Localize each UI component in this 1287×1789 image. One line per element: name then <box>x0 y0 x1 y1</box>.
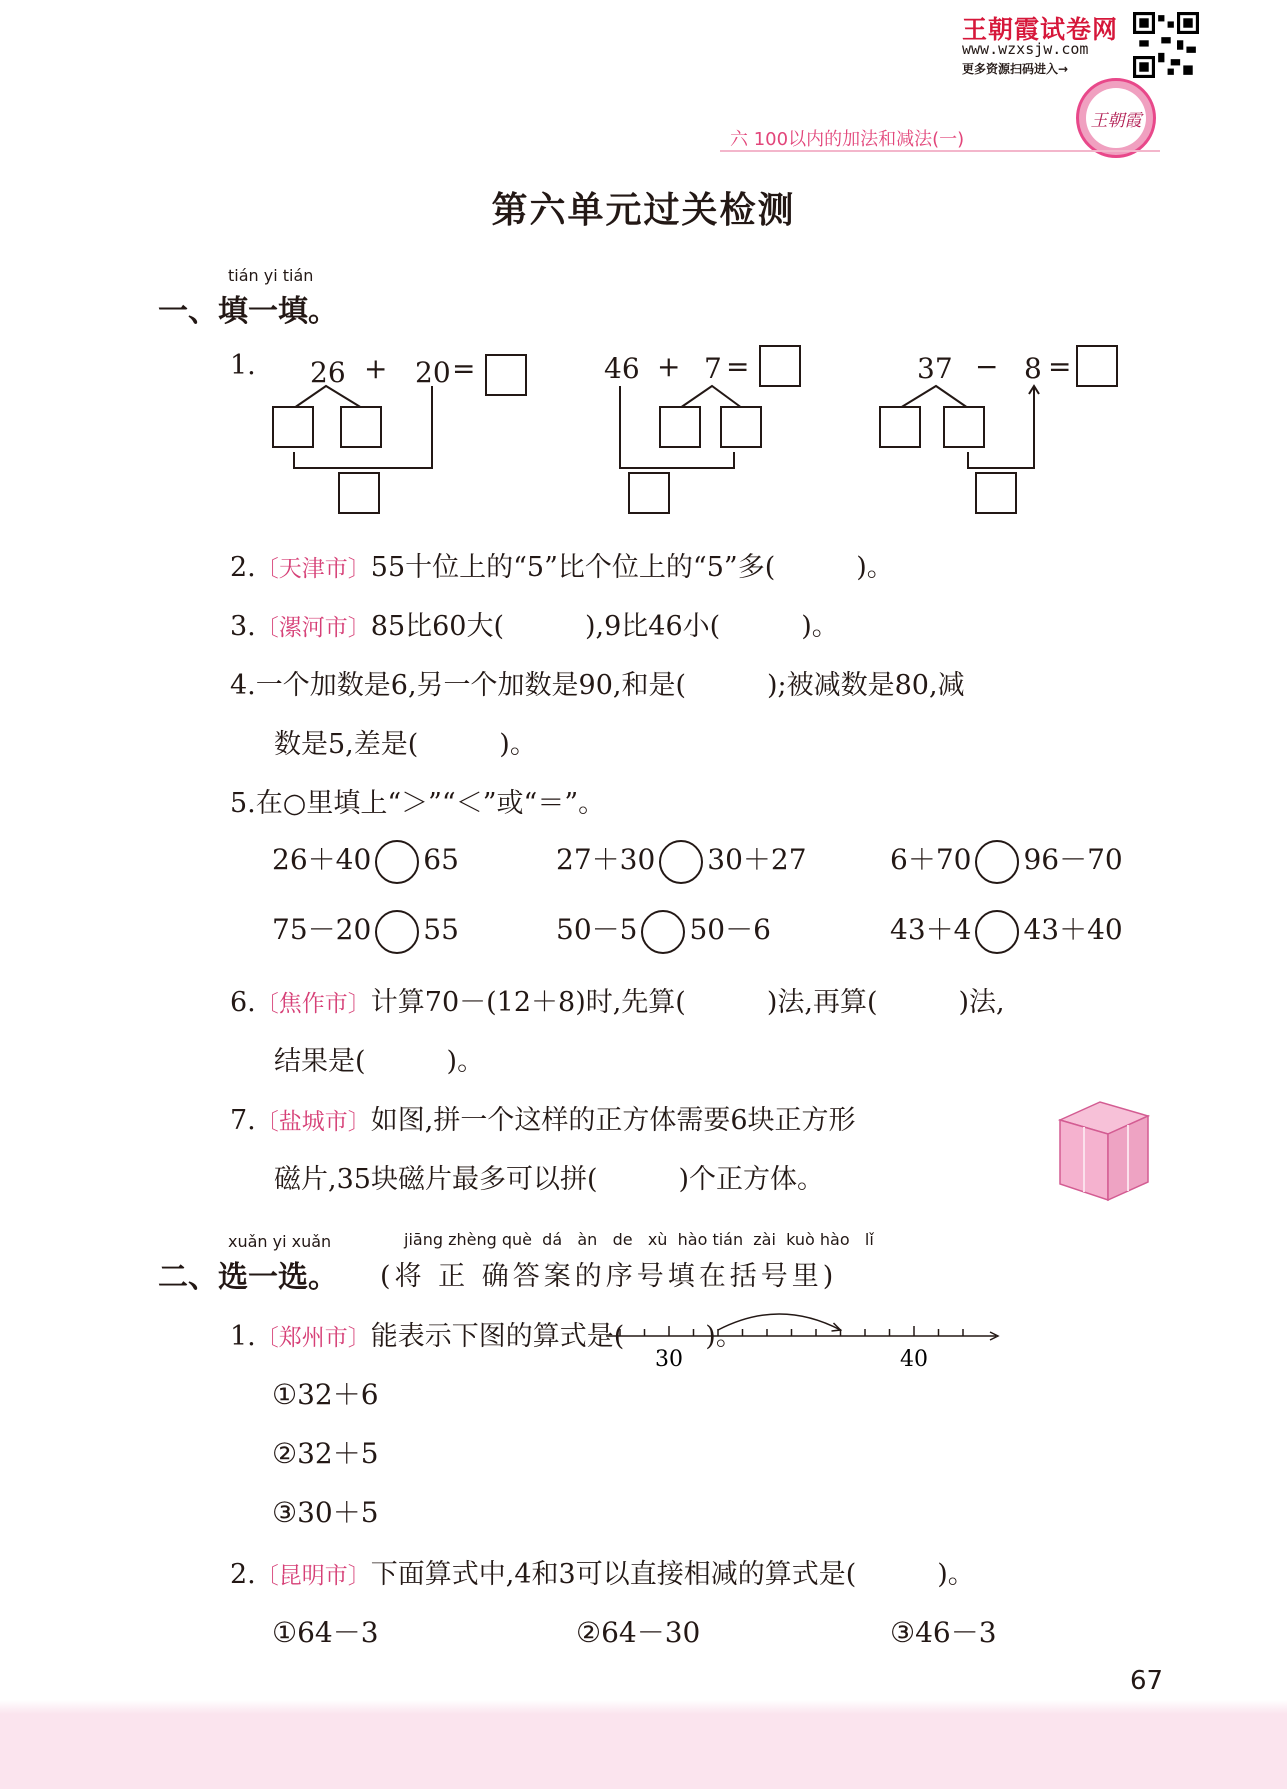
q5-text: 在○里填上“＞”“＜”或“＝”。 <box>255 788 606 819</box>
number-line-label-30: 30 <box>655 1347 683 1370</box>
section2-instruction-pinyin: jiāng zhèng què dá àn de xù hào tián zài kuò hào lǐ <box>404 1230 874 1249</box>
s2-q2-text: 下面算式中,4和3可以直接相减的算式是( )。 <box>370 1559 975 1590</box>
q1-eq1-sum-box[interactable] <box>338 472 380 514</box>
q5-number: 5. <box>230 788 256 819</box>
q5-compare-r1c3 <box>890 838 1123 884</box>
q6-line1: 计算70－(12＋8)时,先算( )法,再算( )法, <box>370 987 1005 1018</box>
q1-eq2-left-box[interactable] <box>659 406 701 448</box>
q4-line2: 数是5,差是( )。 <box>274 729 537 760</box>
s2-q2-number: 2. <box>230 1559 256 1590</box>
q1-eq2-equals: = <box>726 350 750 383</box>
q1-eq2-op: + <box>657 350 681 383</box>
q5-r2c1-circle[interactable] <box>375 910 419 954</box>
q5-r1c2-left: 27＋30 <box>556 843 656 876</box>
q2-number: 2. <box>230 552 256 583</box>
q5 <box>230 781 605 820</box>
q5-r1c3-right: 96－70 <box>1023 843 1123 876</box>
q1-eq3-op: − <box>975 350 999 383</box>
q7 <box>230 1098 856 1137</box>
q5-r1c2-circle[interactable] <box>659 840 703 884</box>
s2-q1-option-3[interactable]: ③30＋5 <box>272 1496 379 1529</box>
q1-number: 1. <box>230 350 256 381</box>
q1-eq3-equals: = <box>1048 350 1072 383</box>
q2 <box>230 545 894 584</box>
q5-r1c2-right: 30＋27 <box>707 843 807 876</box>
q1-eq3-right-box[interactable] <box>943 406 985 448</box>
q5-r1c1-left: 26＋40 <box>272 843 372 876</box>
q5-compare-r2c3 <box>890 908 1123 954</box>
s2-q2-tag: 〔昆明市〕 <box>255 1563 371 1589</box>
brand-url[interactable]: www.wzxsjw.com <box>962 40 1089 58</box>
q4-line1: 一个加数是6,另一个加数是90,和是( );被减数是80,减 <box>255 670 965 701</box>
q3-text: 85比60大( ),9比46小( )。 <box>370 611 839 642</box>
q1-eq1-ones-box[interactable] <box>340 406 382 448</box>
q1-eq2-b: 7 <box>704 352 722 385</box>
s2-q2 <box>230 1552 975 1591</box>
q1-eq2-right-box[interactable] <box>720 406 762 448</box>
q5-r2c1-right: 55 <box>423 913 459 946</box>
q7-line1: 如图,拼一个这样的正方体需要6块正方形 <box>370 1105 856 1136</box>
q7-number: 7. <box>230 1105 256 1136</box>
q1-eq2-sum-box[interactable] <box>628 472 670 514</box>
q6-number: 6. <box>230 987 256 1018</box>
q5-r2c3-circle[interactable] <box>975 910 1019 954</box>
q5-r2c2-right: 50－6 <box>689 913 771 946</box>
q5-r2c2-circle[interactable] <box>641 910 685 954</box>
brand-more-text: 更多资源扫码进入→ <box>962 62 1069 76</box>
footer-fade <box>0 1700 1287 1714</box>
s2-q2-option-3[interactable]: ③46－3 <box>890 1616 997 1649</box>
s2-q1-option-2[interactable]: ②32＋5 <box>272 1437 379 1470</box>
q2-text: 55十位上的“5”比个位上的“5”多( )。 <box>370 552 894 583</box>
q5-r1c1-circle[interactable] <box>375 840 419 884</box>
q1-eq3-a: 37 <box>917 352 953 385</box>
q5-r2c2-left: 50－5 <box>556 913 638 946</box>
section2-pinyin: xuǎn yi xuǎn <box>228 1232 332 1251</box>
q1-branch-lines <box>0 0 1287 540</box>
q5-r1c3-left: 6＋70 <box>890 843 972 876</box>
q1-eq2-a: 46 <box>604 352 640 385</box>
section2-instruction: (将 正 确答案的序号填在括号里) <box>380 1261 838 1292</box>
page-number: 67 <box>1130 1666 1164 1696</box>
q7-tag: 〔盐城市〕 <box>255 1109 371 1135</box>
footer-band <box>0 1714 1287 1789</box>
cube-illustration <box>1050 1098 1155 1203</box>
q4-number: 4. <box>230 670 256 701</box>
q1-eq1-equals: = <box>452 352 476 385</box>
s2-q1-number: 1. <box>230 1321 256 1352</box>
unit-header: 六 100以内的加法和减法(一) <box>730 129 965 150</box>
q5-compare-r2c1 <box>272 908 459 954</box>
q1-eq1-op: + <box>364 352 388 385</box>
s2-q1-tag: 〔郑州市〕 <box>255 1325 371 1351</box>
section1-pinyin: tián yi tián <box>228 266 314 285</box>
q1-eq1-b: 20 <box>415 356 451 389</box>
number-line-jump-arc <box>718 1314 841 1330</box>
brand-seal-text: 王朝霞 <box>1086 88 1146 148</box>
q4 <box>230 663 965 702</box>
page-title: 第六单元过关检测 <box>491 190 796 231</box>
q5-r1c1-right: 65 <box>423 843 459 876</box>
q3 <box>230 604 839 643</box>
q5-r2c1-left: 75－20 <box>272 913 372 946</box>
s2-q2-option-2[interactable]: ②64－30 <box>576 1616 701 1649</box>
q5-compare-r1c1 <box>272 838 459 884</box>
q6-line2: 结果是( )。 <box>274 1046 485 1077</box>
q5-compare-r1c2 <box>556 838 807 884</box>
number-line-label-40: 40 <box>900 1347 928 1370</box>
q1-eq3-b: 8 <box>1024 352 1042 385</box>
q5-compare-r2c2 <box>556 908 771 954</box>
section1-heading: 一、填一填。 <box>158 294 338 329</box>
s2-q2-option-1[interactable]: ①64－3 <box>272 1616 379 1649</box>
q2-tag: 〔天津市〕 <box>255 556 371 582</box>
q5-r2c3-left: 43＋4 <box>890 913 972 946</box>
q6 <box>230 980 1005 1019</box>
q6-tag: 〔焦作市〕 <box>255 991 371 1017</box>
section2-heading: 二、选一选。 <box>158 1260 338 1295</box>
q1-eq1-tens-box[interactable] <box>272 406 314 448</box>
number-line-diagram <box>600 1290 1010 1370</box>
q1-eq3-result-box[interactable] <box>975 472 1017 514</box>
q3-tag: 〔漯河市〕 <box>255 615 371 641</box>
s2-q1-text: 能表示下图的算式是( )。 <box>370 1321 743 1352</box>
q7-line2: 磁片,35块磁片最多可以拼( )个正方体。 <box>274 1164 825 1195</box>
q5-r1c3-circle[interactable] <box>975 840 1019 884</box>
q3-number: 3. <box>230 611 256 642</box>
q1-eq3-left-box[interactable] <box>879 406 921 448</box>
s2-q1-option-1[interactable]: ①32＋6 <box>272 1378 379 1411</box>
q5-r2c3-right: 43＋40 <box>1023 913 1123 946</box>
brand-name: 王朝霞试卷网 <box>962 15 1119 44</box>
q1-eq1-a: 26 <box>310 356 346 389</box>
